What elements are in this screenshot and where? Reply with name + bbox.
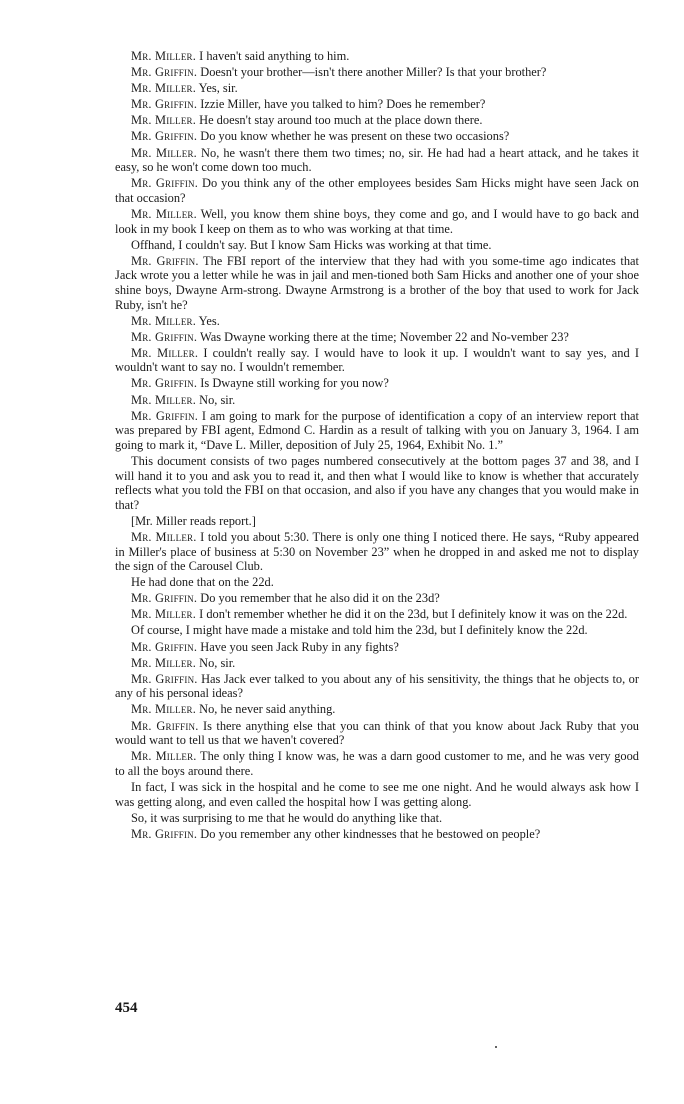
paragraph-text: No, sir.	[196, 655, 236, 670]
transcript-paragraph	[115, 176, 639, 205]
paragraph-text: Offhand, I couldn't say. But I know Sam Hicks was working at that time.	[131, 237, 492, 252]
paragraph-text: In fact, I was sick in the hospital and he come to see me one night. And he would always ask how I was getting along, and even called the hospital how I was getting along.	[115, 779, 639, 809]
speaker-name: Mr. Griffin.	[131, 639, 198, 654]
paragraph-text: Yes, sir.	[196, 81, 238, 96]
speaker-name: Mr. Griffin.	[131, 671, 198, 686]
speaker-name: Mr. Griffin.	[131, 253, 199, 268]
paragraph-text: I told you about 5:30. There is only one thing I noticed there. He says, “Ruby appeared in Miller's place of business at 5:30 on November 23” when he dropped in and asked me not to display the sign of the Carousel Club.	[115, 529, 639, 574]
transcript-paragraph	[115, 780, 639, 809]
speaker-name: Mr. Miller.	[131, 49, 197, 63]
transcript-paragraph	[115, 97, 639, 112]
transcript-paragraph	[115, 623, 639, 638]
transcript-paragraph	[115, 207, 639, 236]
transcript-paragraph	[115, 113, 639, 128]
transcript-paragraph	[115, 591, 639, 606]
transcript-paragraph	[115, 238, 639, 253]
speaker-name: Mr. Griffin.	[131, 718, 199, 733]
transcript-paragraph	[115, 376, 639, 391]
transcript-paragraph	[115, 514, 639, 529]
speaker-name: Mr. Miller.	[131, 702, 197, 717]
speaker-name: Mr. Miller.	[131, 529, 197, 544]
paragraph-text: Have you seen Jack Ruby in any fights?	[197, 639, 399, 654]
transcript-paragraph	[115, 330, 639, 345]
transcript-paragraph	[115, 314, 639, 329]
paragraph-text: The only thing I know was, he was a darn good customer to me, and he was very good to all the boys around there.	[115, 749, 639, 778]
speaker-name: Mr. Griffin.	[131, 591, 198, 606]
transcript-paragraph	[115, 827, 639, 842]
paragraph-text: The FBI report of the interview that they had with you some-time ago indicates that Jack wrote you a letter while he was in jail and men-tioned both Sam Hicks and another one of your shoe shine boys, Dwayne Arm-strong. Dwayne Armstrong is a brother of the boy that used to work for Jack Ruby, isn't he?	[115, 253, 639, 312]
paragraph-text: Is Dwayne still working for you now?	[197, 376, 389, 391]
paragraph-text: Was Dwayne working there at the time; November 22 and No-vember 23?	[197, 329, 569, 344]
paragraph-text: I don't remember whether he did it on the 23d, but I definitely know it was on the 22d.	[196, 607, 628, 622]
paragraph-text: So, it was surprising to me that he would do anything like that.	[131, 810, 443, 825]
transcript-paragraph	[115, 346, 639, 375]
transcript-paragraph	[115, 454, 639, 512]
transcript-paragraph	[115, 702, 639, 717]
transcript-paragraph	[115, 49, 639, 64]
speaker-name: Mr. Miller.	[131, 313, 197, 328]
transcript-paragraph	[115, 81, 639, 96]
paragraph-text: Yes.	[196, 313, 220, 328]
speaker-name: Mr. Griffin.	[131, 97, 198, 112]
transcript-paragraph	[115, 749, 639, 778]
transcript-paragraph	[115, 393, 639, 408]
paragraph-text: Izzie Miller, have you talked to him? Does he remember?	[197, 97, 486, 112]
transcript-paragraph	[115, 719, 639, 748]
speaker-name: Mr. Miller.	[131, 607, 197, 622]
paragraph-text: Do you know whether he was present on these two occasions?	[197, 129, 510, 144]
speaker-name: Mr. Miller.	[131, 345, 199, 360]
paragraph-text: He doesn't stay around too much at the place down there.	[196, 113, 483, 128]
transcript-paragraph	[115, 656, 639, 671]
speaker-name: Mr. Miller.	[131, 206, 197, 221]
paragraph-text: This document consists of two pages numbered consecutively at the bottom pages 37 and 38, and I will hand it to you and ask you to read it, and then what I would like to know is whether that accurately reflects what you told the FBI on that occasion, and also if you have any changes that you would make in that?	[115, 453, 639, 512]
paragraph-text: Has Jack ever talked to you about any of his sensitivity, the things that he objects to, or any of his personal ideas?	[115, 671, 640, 701]
speaker-name: Mr. Miller.	[131, 145, 197, 160]
speaker-name: Mr. Griffin.	[131, 65, 198, 80]
transcript-paragraph	[115, 129, 639, 144]
transcript-paragraph	[115, 811, 639, 826]
page-number: 454	[115, 1000, 138, 1016]
paragraph-text: No, he wasn't there them two times; no, sir. He had had a heart attack, and he takes it easy, so he won't come down too much.	[115, 145, 640, 175]
speaker-name: Mr. Miller.	[131, 749, 197, 764]
speaker-name: Mr. Griffin.	[131, 176, 199, 191]
paragraph-text: Doesn't your brother—isn't there another Miller? Is that your brother?	[197, 65, 547, 80]
transcript-paragraph	[115, 575, 639, 590]
paragraph-text: Is there anything else that you can think of that you know about Jack Ruby that you would want to tell us that we haven't covered?	[115, 718, 639, 748]
speaker-name: Mr. Griffin.	[131, 826, 198, 841]
transcript-body	[115, 49, 639, 843]
paragraph-text: Do you remember any other kindnesses that he bestowed on people?	[197, 826, 541, 841]
paragraph-text: No, he never said anything.	[196, 702, 336, 717]
paragraph-text: He had done that on the 22d.	[131, 575, 274, 590]
scan-speck	[495, 1046, 497, 1048]
paragraph-text: I haven't said anything to him.	[196, 49, 350, 63]
speaker-name: Mr. Miller.	[131, 81, 197, 96]
speaker-name: Mr. Griffin.	[131, 408, 198, 423]
speaker-name: Mr. Griffin.	[131, 376, 198, 391]
paragraph-text: I couldn't really say. I would have to look it up. I wouldn't want to say yes, and I wouldn't want to say no. I wouldn't remember.	[115, 345, 639, 375]
paragraph-text: [Mr. Miller reads report.]	[131, 513, 256, 528]
speaker-name: Mr. Miller.	[131, 392, 197, 407]
paragraph-text: I am going to mark for the purpose of identification a copy of an interview report that was prepared by FBI agent, Edmond C. Hardin as a result of talking with you on January 3, 1964. I am going to mark it, “Dave L. Miller, deposition of July 25, 1964, Exhibit No. 1.”	[115, 408, 640, 452]
transcript-paragraph	[115, 409, 639, 453]
transcript-paragraph	[115, 530, 639, 574]
transcript-paragraph	[115, 607, 639, 622]
speaker-name: Mr. Griffin.	[131, 129, 198, 144]
paragraph-text: Of course, I might have made a mistake and told him the 23d, but I definitely know the 22d.	[131, 623, 588, 638]
speaker-name: Mr. Miller.	[131, 113, 197, 128]
speaker-name: Mr. Griffin.	[131, 329, 198, 344]
transcript-paragraph	[115, 254, 639, 312]
transcript-paragraph	[115, 65, 639, 80]
transcript-paragraph	[115, 146, 639, 175]
paragraph-text: Do you think any of the other employees besides Sam Hicks might have seen Jack on that occasion?	[115, 176, 639, 205]
transcript-paragraph	[115, 672, 639, 701]
paragraph-text: Do you remember that he also did it on the 23d?	[197, 591, 440, 606]
transcript-paragraph	[115, 640, 639, 655]
paragraph-text: No, sir.	[196, 392, 236, 407]
paragraph-text: Well, you know them shine boys, they come and go, and I would have to go back and look in my book I keep on them as to who was working at that time.	[115, 206, 639, 236]
speaker-name: Mr. Miller.	[131, 655, 197, 670]
